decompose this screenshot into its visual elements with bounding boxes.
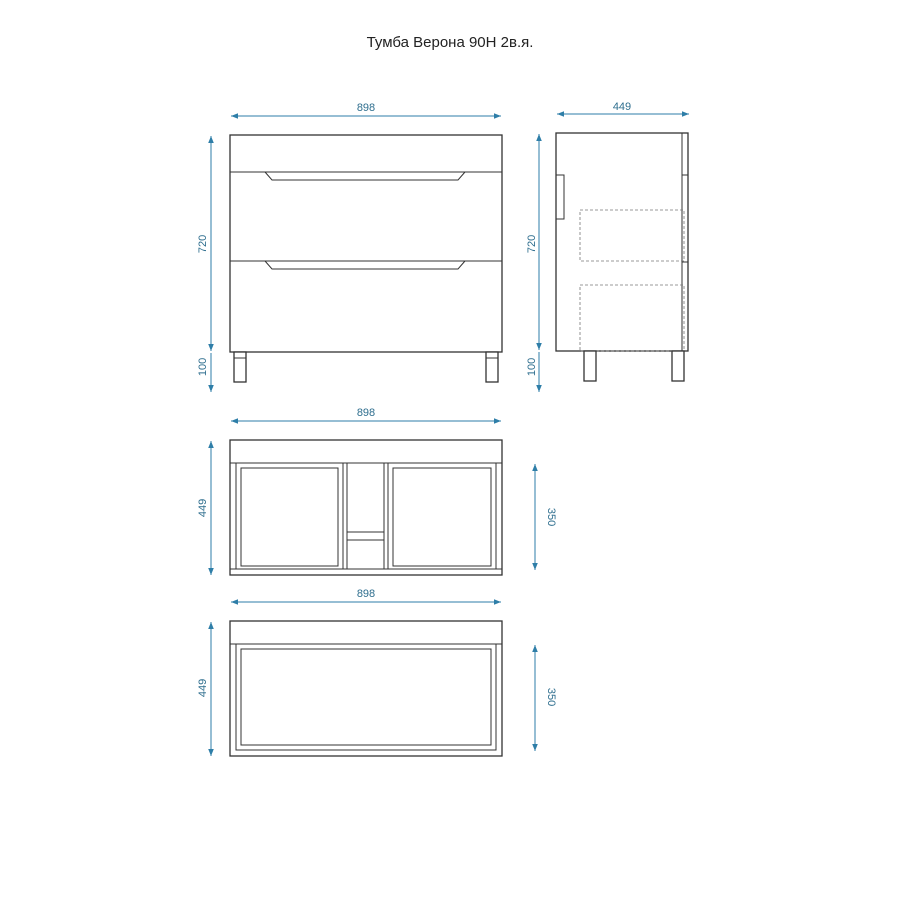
top2-depth-label: 449 [197, 678, 209, 698]
top2-width-label: 898 [356, 588, 376, 600]
front-view [197, 102, 502, 392]
side-body [556, 133, 688, 351]
top2-outline [230, 621, 502, 756]
front-width-label: 898 [356, 102, 376, 114]
side-height-label: 720 [526, 234, 538, 254]
front-body [230, 135, 502, 352]
top1-depth-label: 449 [197, 498, 209, 518]
top1-width-label: 898 [356, 407, 376, 419]
front-height-label: 720 [197, 234, 209, 254]
front-leg-right [486, 352, 498, 382]
side-leg-front [672, 351, 684, 381]
top1-outline [230, 440, 502, 575]
top-view-drawers [197, 407, 557, 575]
side-depth-label: 449 [612, 101, 632, 113]
front-leg-left [234, 352, 246, 382]
top-view-frame [197, 588, 557, 756]
side-view [526, 101, 689, 392]
top2-inner-label: 350 [545, 687, 557, 707]
side-legs-label: 100 [526, 357, 538, 377]
side-leg-back [584, 351, 596, 381]
front-legs-label: 100 [197, 357, 209, 377]
top1-inner-label: 350 [545, 507, 557, 527]
drawing-title: Тумба Верона 90Н 2в.я. [366, 34, 534, 51]
